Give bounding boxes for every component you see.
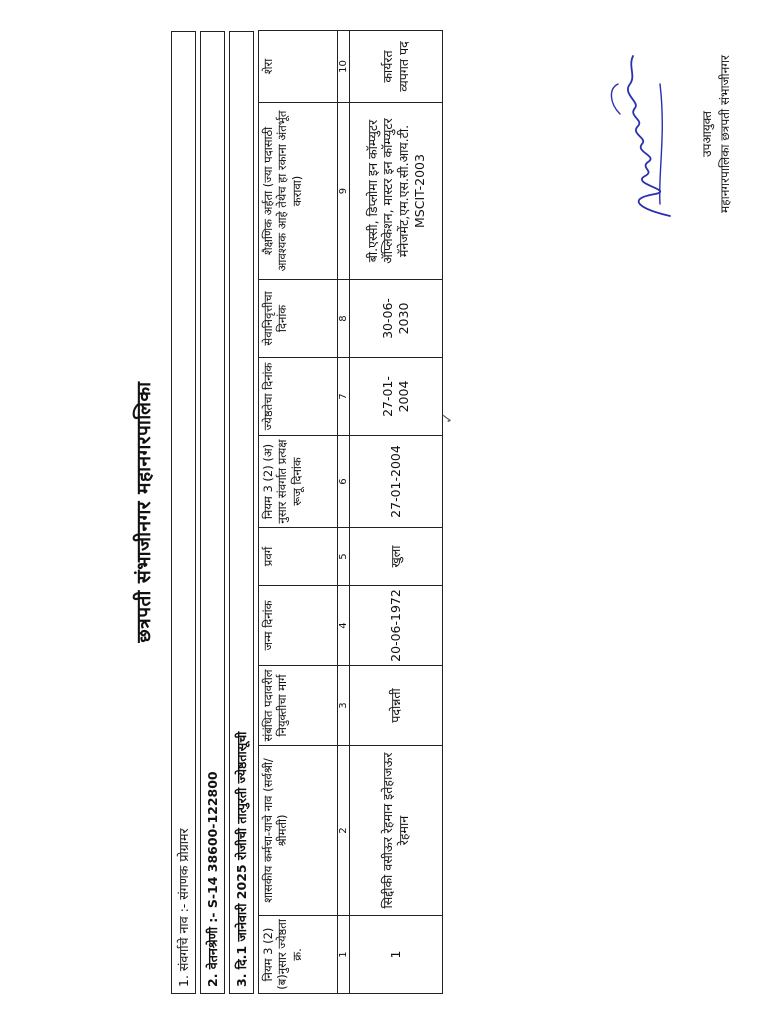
cell-seniority-date: 27-01-2004	[350, 358, 443, 436]
signatory-organization: महानगरपालिका छत्रपती संभाजीनगर	[718, 55, 732, 213]
column-number: 4	[338, 586, 350, 666]
cell-seniority-no: 1	[350, 916, 443, 994]
header-joining-date: नियम 3 (2) (अ) नुसार संवर्गात प्रत्यक्ष रूजू दिनांक	[259, 436, 338, 528]
list-title-row: 3. दि.1 जानेवारी 2025 रोजीची तात्पुरती ज्येष्ठतासूची	[229, 31, 254, 994]
header-category: प्रवर्ग	[259, 528, 338, 586]
table-header-row	[259, 31, 338, 994]
column-number: 8	[338, 280, 350, 358]
signature-block	[600, 34, 740, 234]
seniority-table	[258, 30, 443, 994]
column-number: 3	[338, 666, 350, 746]
cell-birth-date: 20-06-1972	[350, 586, 443, 666]
header-retirement-date: सेवानिवृत्तीचा दिनांक	[259, 280, 338, 358]
header-qualification: शैक्षणिक अर्हता (ज्या पदासाठी आवश्यक आहे तेथेच हा रकाना अंतर्भूत करावा)	[259, 103, 338, 280]
table-row	[350, 31, 443, 994]
column-number: 5	[338, 528, 350, 586]
column-number: 7	[338, 358, 350, 436]
column-number: 10	[338, 31, 350, 103]
cell-category: खुला	[350, 528, 443, 586]
header-appointment-mode: संबंधित पदावरील नियुक्तीचा मार्ग	[259, 666, 338, 746]
cadre-name-row: 1. संवर्गाचे नाव :- संगणक प्रोग्रामर	[171, 31, 196, 994]
column-number: 2	[338, 746, 350, 916]
handwritten-signature	[600, 34, 695, 234]
signatory-designation: उपआयुक्त	[700, 111, 714, 157]
header-remarks: शेरा	[259, 31, 338, 103]
cell-joining-date: 27-01-2004	[350, 436, 443, 528]
pay-scale-row: 2. वेतनश्रेणी :- S-14 38600-122800	[200, 31, 225, 994]
column-number-row	[338, 31, 350, 994]
cell-name: सिद्दीकी वसीऊर रेहमान इतेहाजऊर रेहमान	[350, 746, 443, 916]
cell-qualification: बी.एस्सी, डिप्लोमा इन कॉम्प्युटर ॲप्लिकेशन, मास्टर इन कॉम्प्युटर मॅनेजमेंट,एम.एस.सी.आय.टी. MSCIT-2003	[350, 103, 443, 280]
column-number: 1	[338, 916, 350, 994]
header-name: शासकीय कर्मचा-याचे नाव (सर्वश्री/श्रीमती)	[259, 746, 338, 916]
cell-remarks: कार्यरत व्यपगत पद	[350, 31, 443, 103]
cell-appointment-mode: पदोन्नती	[350, 666, 443, 746]
stray-mark: ✓	[440, 412, 456, 424]
header-seniority-date: ज्येष्ठतेचा दिनांक	[259, 358, 338, 436]
header-birth-date: जन्म दिनांक	[259, 586, 338, 666]
column-number: 9	[338, 103, 350, 280]
page-title: छत्रपती संभाजीनगर महानगरपालिका	[133, 381, 155, 643]
cell-retirement-date: 30-06-2030	[350, 280, 443, 358]
header-seniority-no: नियम 3 (2) (ब)नुसार ज्येष्ठता क्र.	[259, 916, 338, 994]
column-number: 6	[338, 436, 350, 528]
